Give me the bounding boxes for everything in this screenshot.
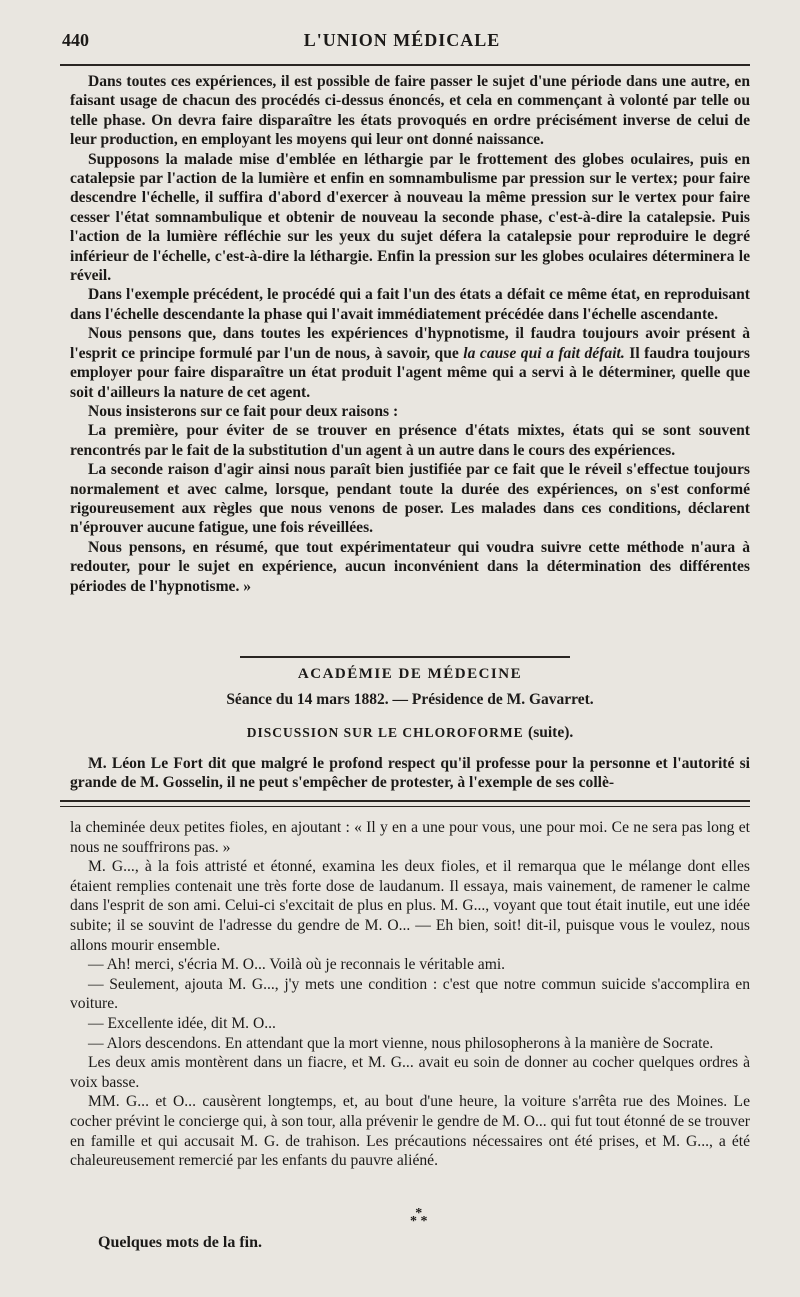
paragraph-5: Nous insisterons sur ce fait pour deux raisons : (88, 402, 399, 420)
feuilleton-paragraph-4: — Seulement, ajouta M. G..., j'y mets une condition : c'est que notre commun suicide s'accomplira en voiture. (70, 975, 750, 1013)
feuilleton-rule-thin (60, 806, 750, 807)
principle-italic: la cause qui a fait défait. (463, 344, 625, 362)
feuilleton-body (70, 818, 750, 1171)
discussion-suite: (suite). (528, 724, 574, 741)
academy-body (70, 754, 750, 793)
discussion-label: DISCUSSION SUR LE CHLOROFORME (246, 725, 524, 740)
paragraph-8: Nous pensons, en résumé, que tout expérimentateur qui voudra suivre cette méthode n'aura à redouter, pour le sujet en expérience, aucun inconvénient dans la détermination des différentes périodes de l'hypnotisme. » (70, 538, 750, 595)
paragraph-6: La première, pour éviter de se trouver en présence d'états mixtes, états qui se sont souvent rencontrés par le fait de la substitution d'un agent à un autre dans le cours des expériences. (70, 422, 750, 459)
header-rule (60, 64, 750, 66)
principle-text-after: Il faudra toujours employer pour faire disparaître un état produit l'agent même qui a servi à le déterminer, quelle que soit d'ailleurs la nature de cet agent. (70, 344, 750, 401)
feuilleton-paragraph-2: M. G..., à la fois attristé et étonné, examina les deux fioles, et il remarqua que le mélange dont elles étaient remplies contenait une très forte dose de laudanum. Il essaya, mais vainement, de ramener le calme dans l'esprit de son ami. Celui-ci s'excitait de plus en plus. M. G..., voyant que tout était inutile, eut une idée subite; il se souvint de l'adresse du gendre de M. O... — Eh bien, soit! dit-il, puisque vous le voulez, nous allons mourir ensemble. (70, 858, 750, 954)
feuilleton-paragraph-3: — Ah! merci, s'écria M. O... Voilà où je reconnais le véritable ami. (88, 956, 506, 974)
feuilleton-paragraph-8: MM. G... et O... causèrent longtemps, et, au bout d'une heure, la voiture s'arrêta rue des Moines. Le cocher prévint le concierge qui, à son tour, alla prévenir le gendre de M. O... qui fut tout étonné de se trouver en famille et qui accusait M. G. de trahison. Les précautions nécessaires ont été prises, et M. G..., a été chaleureusement remercié par les enfants du pauvre aliéné. (70, 1093, 750, 1170)
paragraph-2: Supposons la malade mise d'emblée en léthargie par le frottement des globes oculaires, puis en catalepsie par l'action de la lumière et enfin en somnambulisme par pression sur le vertex; pour faire descendre l'échelle, il suffira d'abord d'exercer à nouveau la même pression sur le vertex pour faire cesser l'état somnambulique et obtenir de nouveau la seconde phase, c'est-à-dire la catalepsie. Puis l'action de la lumière réfléchie sur les yeux du sujet défera la catalepsie pour reproduire le degré inférieur de l'échelle, c'est-à-dire la léthargie. Enfin la pression sur les globes oculaires déterminera le réveil. (70, 150, 750, 285)
feuilleton-paragraph-7: Les deux amis montèrent dans un fiacre, et M. G... avait eu soin de donner au cocher quelques ordres à voix basse. (70, 1054, 750, 1091)
academy-title: ACADÉMIE DE MÉDECINE (297, 666, 523, 682)
asterism: * * * (410, 1206, 428, 1229)
running-title: L'UNION MÉDICALE (303, 30, 501, 50)
feuilleton-rule-thick (60, 800, 750, 802)
paragraph-3: Dans l'exemple précédent, le procédé qui a fait l'un des états a défait ce même état, en reproduisant dans l'échelle descendante la phase qui l'avait immédiatement précédée dans l'échelle ascendante. (70, 286, 750, 323)
paragraph-1: Dans toutes ces expériences, il est possible de faire passer le sujet d'une période dans une autre, en faisant usage de chacun des procédés ci-dessus énoncés, et cela en commençant à volonté par telle ou telle phase. On devra faire disparaître les états provoqués en ordre précisément inverse de celui de leur production, en employant les moyens qui leur ont donné naissance. (70, 73, 750, 149)
closing-heading: Quelques mots de la fin. (98, 1234, 263, 1251)
feuilleton-paragraph-5: — Excellente idée, dit M. O... (88, 1014, 276, 1032)
discussion-heading (70, 724, 750, 742)
seance-line: Séance du 14 mars 1882. — Présidence de M. Gavarret. (226, 691, 594, 708)
paragraph-7: La seconde raison d'agir ainsi nous paraît bien justifiée par ce fait que le réveil s'effectue toujours normalement et avec calme, lorsque, pendant toute la durée des expériences, on s'est conformé rigoureusement aux règles que nous venons de poser. Les malades dans ces conditions, déclarent n'éprouver aucune fatigue, une fois réveillées. (70, 461, 750, 537)
feuilleton-paragraph-1: la cheminée deux petites fioles, en ajoutant : « Il y en a une pour vous, une pour moi. Ce ne sera pas long et nous ne souffrirons pas. » (70, 819, 750, 856)
page-number: 440 (62, 30, 89, 50)
paragraph-principle (70, 324, 750, 402)
page-header (62, 30, 742, 56)
feuilleton-paragraph-6: — Alors descendons. En attendant que la mort vienne, nous philosopherons à la manière de Socrate. (88, 1034, 714, 1052)
speaker-paragraph: M. Léon Le Fort dit que malgré le profond respect qu'il professe pour la personne et l'autorité si grande de M. Gosselin, il ne peut s'empêcher de protester, à l'exemple de ses collè- (70, 755, 750, 792)
section-divider (240, 656, 570, 658)
principle-text-before: Nous pensons que, dans toutes les expériences d'hypnotisme, il faudra toujours avoir présent à l'esprit ce principe formulé par l'un de nous, à savoir, que (70, 325, 750, 362)
article-body (70, 72, 750, 596)
